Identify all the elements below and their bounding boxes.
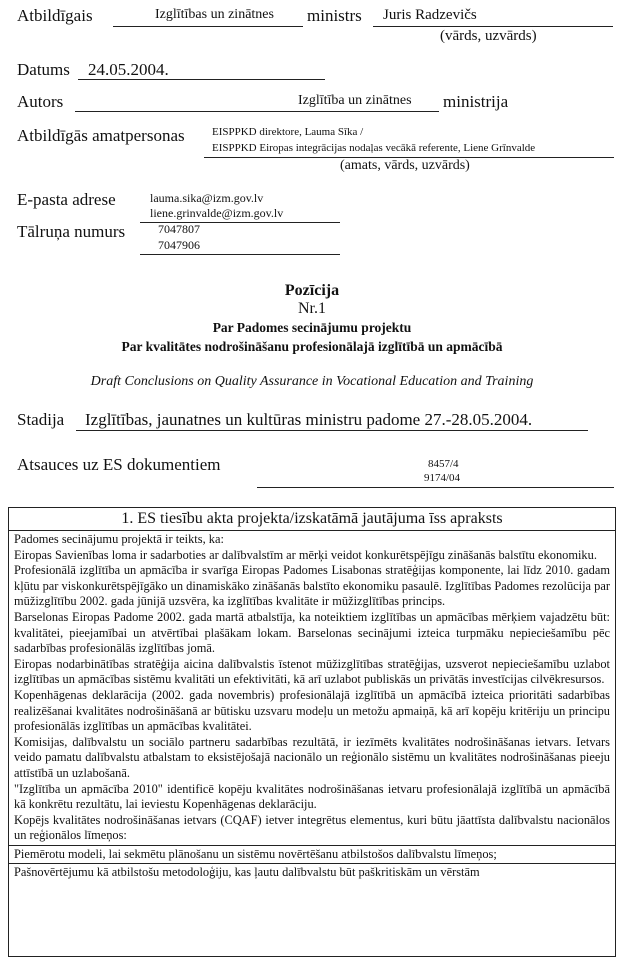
date-label: Datums bbox=[17, 60, 70, 79]
section-1-heading: 1. ES tiesību akta projekta/izskatāmā jautājuma īss apraksts bbox=[9, 508, 615, 531]
officials-line2: EISPPKD Eiropas integrācijas nodaļas vecākā referente, Liene Grīnvalde bbox=[212, 142, 536, 154]
email-label: E-pasta adrese bbox=[17, 190, 116, 209]
paragraph: "Izglītība un apmācība 2010" identificē kopēju kvalitātes nodrošināšanas ietvaru profesionālajā izglītībā un apmācībā kā konkrētu rezultātu, lai ieviestu Kopenhāgenas deklarāciju. bbox=[14, 781, 610, 812]
paragraph: Piemērotu modeli, lai sekmētu plānošanu un sistēmu novērtēšanu atbilstošos dalībvalstu līmeņos; bbox=[14, 846, 497, 861]
position-subtitle-2: Par kvalitātes nodrošināšanu profesionālajā izglītībā un apmācībā bbox=[121, 339, 503, 354]
responsible-value: Izglītības un zinātnes bbox=[155, 7, 274, 22]
references-line1: 8457/4 bbox=[428, 458, 459, 470]
officials-note: (amats, vārds, uzvārds) bbox=[340, 158, 470, 173]
position-subtitle-1: Par Padomes secinājumu projektu bbox=[212, 320, 412, 335]
references-label: Atsauces uz ES dokumentiem bbox=[17, 455, 221, 474]
email-line2: liene.grinvalde@izm.gov.lv bbox=[150, 206, 284, 220]
section-1-box bbox=[8, 507, 616, 957]
officials-label: Atbildīgās amatpersonas bbox=[17, 126, 185, 145]
paragraph: Eiropas nodarbinātības stratēģija aicina dalībvalstis īstenot mūžizglītības stratēģijas, uzsverot nepieciešamību uzlabot izglītības un apmācības sistēmu kvalitāti un efektivitāti, kā arī uzlabot publiskās un privātās investīcijas cilvēkresursos. bbox=[14, 656, 610, 687]
phone-line1: 7047807 bbox=[158, 222, 200, 236]
position-english: Draft Conclusions on Quality Assurance in Vocational Education and Training bbox=[90, 374, 534, 389]
paragraph: Kopējs kvalitātes nodrošināšanas ietvars (CQAF) ietver integrētus elementus, kuri būtu jāattīsta dalībvalstu nacionālos un reģionālos līmeņos: bbox=[14, 812, 610, 843]
position-number: Nr.1 bbox=[298, 300, 326, 317]
date-value: 24.05.2004. bbox=[88, 60, 169, 79]
responsible-name: Juris Radzevičs bbox=[383, 7, 477, 23]
phone-line2: 7047906 bbox=[158, 238, 200, 252]
references-line2: 9174/04 bbox=[424, 472, 461, 484]
paragraph: Profesionālā izglītība un apmācība ir svarīga Eiropas Padomes Lisabonas stratēģijas komponente, lai līdz 2010. gadam kļūtu par viskonkurētspējīgāko un dinamiskāko zināšanās balstīto ekonomiku pasaulē. Izglītības Padomes rezolūcija par mūžizglītību 2002. gada jūnijā uzsvēra, ka izglītības kvalitāte ir mūžizglītības princips. bbox=[14, 563, 610, 609]
email-line1: lauma.sika@izm.gov.lv bbox=[150, 191, 264, 205]
paragraph: Padomes secinājumu projektā ir teikts, ka: bbox=[14, 532, 224, 546]
section-1-body bbox=[9, 531, 615, 881]
responsible-note: (vārds, uzvārds) bbox=[440, 28, 537, 44]
officials-line1: EISPPKD direktore, Lauma Sīka / bbox=[212, 126, 364, 138]
author-label: Autors bbox=[17, 92, 64, 111]
phone-label: Tālruņa numurs bbox=[17, 222, 126, 241]
stage-value: Izglītības, jaunatnes un kultūras ministru padome 27.-28.05.2004. bbox=[85, 410, 533, 429]
position-title: Pozīcija bbox=[284, 282, 340, 299]
author-value: Izglītība un zinātnes bbox=[298, 93, 412, 108]
stage-label: Stadija bbox=[17, 410, 65, 429]
responsible-label: Atbildīgais bbox=[17, 6, 93, 25]
paragraph: Komisijas, dalībvalstu un sociālo partneru sadarbības rezultātā, ir iezīmēts kvalitātes nodrošināšanas ietvars. Ietvars veido pamatu dalībvalstu atbalstam to eksistējošajā nacionālo un reģionālo sistēmu un kvalitātes nodrošināšanas pieeju attīstībā un uzlabošanā. bbox=[14, 734, 610, 780]
paragraph: Pašnovērtējumu kā atbilstošu metodoloģiju, kas ļautu dalībvalstu būt paškritiskām un vērstām bbox=[14, 865, 480, 880]
author-suffix: ministrija bbox=[443, 92, 509, 111]
paragraph: Barselonas Eiropas Padome 2002. gada martā atbalstīja, ka noteiktiem izglītības un apmācības mērķiem vajadzētu būt: kvalitātei, pieejamībai un atvērtībai plašākam lokam. Barselonas secinājumi izteica turpmāku nepieciešamību pēc sadarbības profesionālās izglītības jomā. bbox=[14, 609, 610, 656]
responsible-middle: ministrs bbox=[307, 6, 362, 25]
paragraph: Kopenhāgenas deklarācija (2002. gada novembris) profesionālajā izglītībā un apmācībā izteica prioritāti sadarbības realizēšanai kvalitātes nodrošināšanā ar būtisku uzsvaru modeļu un metožu apmaiņā, kā arī kopēju kritēriju un principu profesionālās izglītības un apmācības kvalitātei. bbox=[14, 687, 610, 734]
paragraph: Eiropas Savienības loma ir sadarboties ar dalībvalstīm ar mērķi veidot konkurētspējīgu zināšanās balstītu ekonomiku. bbox=[14, 547, 597, 562]
